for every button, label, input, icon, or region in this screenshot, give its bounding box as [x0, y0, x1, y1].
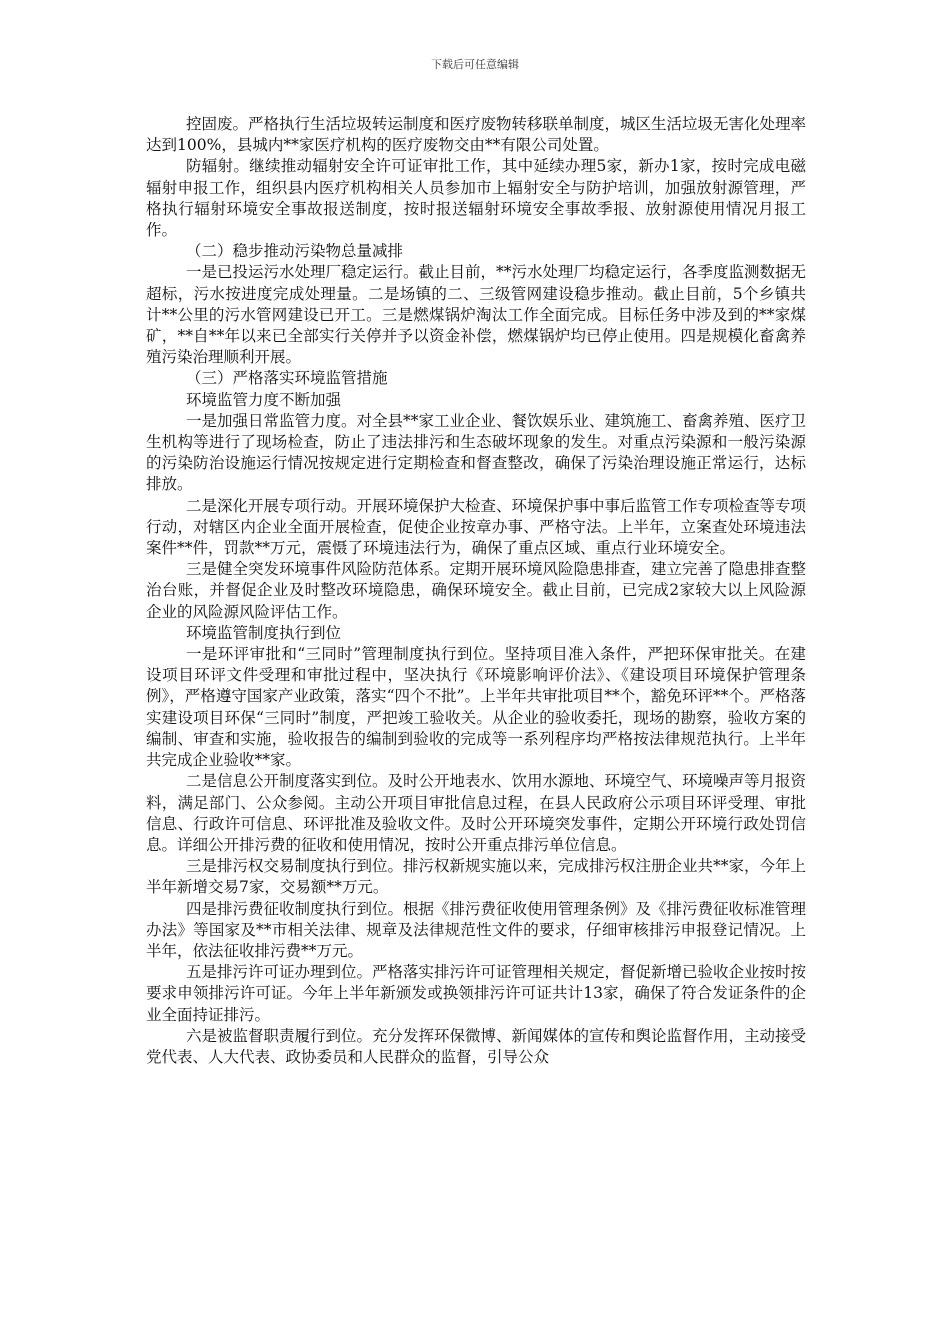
paragraph-eia-approval: 一是环评审批和“三同时”管理制度执行到位。坚持项目准入条件，严把环保审批关。在建设项目环评文件受理和审批过程中，坚决执行《环境影响评价法》、《建设项目环境保护管理条例》，严格遵守国家产业政策，落实“四个不批”。上半年共审批项目**个，豁免环评**个。严格落实建设项目环保“三同时”制度，严把竣工验收关。从企业的验收委托，现场的勘察，验收方案的编制、审查和实施，验收报告的编制到验收的完成等一系列程序均严格按法律规范执行。上半年共完成企业验收**家。: [146, 645, 806, 770]
paragraph-emission-reduction: 一是已投运污水处理厂稳定运行。截止目前，**污水处理厂均稳定运行，各季度监测数据无超标，污水按进度完成处理量。二是场镇的二、三级管网建设稳步推动。截止目前，5个乡镇共计**公里的污水管网建设已开工。三是燃煤锅炉淘汰工作全面完成。目标任务中涉及到的**家煤矿，**自**年以来已全部实行关停并予以资金补偿，燃煤锅炉均已停止使用。四是规模化畜禽养殖污染治理顺利开展。: [146, 263, 807, 367]
page-header-note: 下载后可任意编辑: [431, 58, 519, 71]
paragraph-control-solid-waste: 控固废。严格执行生活垃圾转运制度和医疗废物转移联单制度，城区生活垃圾无害化处理率达到100%，县城内**家医疗机构的医疗废物交由**有限公司处置。: [146, 115, 807, 155]
paragraph-daily-supervision: 一是加强日常监管力度。对全县**家工业企业、餐饮娱乐业、建筑施工、畜禽养殖、医疗卫生机构等进行了现场检查，防止了违法排污和生态破坏现象的发生。对重点污染源和一般污染源的污染防治设施运行情况按规定进行定期检查和督查整改，确保了污染治理设施正常运行，达标排放。: [146, 411, 807, 494]
subheading-supervision-system: 环境监管制度执行到位: [186, 623, 342, 642]
section-heading-emission-reduction: （二）稳步推动污染物总量减排: [186, 242, 404, 261]
subheading-supervision-strength: 环境监管力度不断加强: [186, 390, 342, 409]
paragraph-risk-prevention: 三是健全突发环境事件风险防范体系。定期开展环境风险隐患排查，建立完善了隐患排查整治台账，并督促企业及时整改环境隐患，确保环境安全。截止目前，已完成2家较大以上风险源企业的风险源风险评估工作。: [146, 560, 807, 621]
paragraph-radiation-prevention: 防辐射。继续推动辐射安全许可证审批工作，其中延续办理5家，新办1家，按时完成电磁辐射申报工作，组织县内医疗机构相关人员参加市上辐射安全与防护培训，加强放射源管理，严格执行辐射环境安全事故报送制度，按时报送辐射环境安全事故季报、放射源使用情况月报工作。: [146, 157, 806, 240]
paragraph-discharge-permit: 五是排污许可证办理到位。严格落实排污许可证管理相关规定，督促新增已验收企业按时按要求申领排污许可证。今年上半年新颁发或换领排污许可证共计13家，确保了符合发证条件的企业全面持证排污。: [146, 963, 807, 1024]
paragraph-emission-trading: 三是排污权交易制度执行到位。排污权新规实施以来，完成排污权注册企业共**家，今年上半年新增交易7家，交易额**万元。: [146, 857, 807, 897]
section-heading-supervision-measures: （三）严格落实环境监管措施: [186, 369, 388, 388]
paragraph-pollution-fee: 四是排污费征收制度执行到位。根据《排污费征收使用管理条例》及《排污费征收标准管理办法》等国家及**市相关法律、规章及法律规范性文件的要求，仔细审核排污申报登记情况。上半年，依法征收排污费**万元。: [146, 899, 807, 960]
paragraph-special-actions: 二是深化开展专项行动。开展环境保护大检查、环境保护事中事后监管工作专项检查等专项行动，对辖区内企业全面开展检查，促使企业按章办事、严格守法。上半年，立案查处环境违法案件**件，罚款**万元，震慑了环境违法行为，确保了重点区域、重点行业环境安全。: [146, 496, 807, 558]
paragraph-public-supervision: 六是被监督职责履行到位。充分发挥环保微博、新闻媒体的宣传和舆论监督作用，主动接受党代表、人大代表、政协委员和人民群众的监督，引导公众: [146, 1026, 807, 1066]
document-body: [146, 114, 806, 1068]
paragraph-information-disclosure: 二是信息公开制度落实到位。及时公开地表水、饮用水源地、环境空气、环境噪声等月报资料，满足部门、公众参阅。主动公开项目审批信息过程，在县人民政府公示项目环评受理、审批信息、行政许可信息、环评批准及验收文件。及时公开环境突发事件，定期公开环境行政处罚信息。详细公开排污费的征收和使用情况，按时公开重点排污单位信息。: [146, 772, 807, 854]
